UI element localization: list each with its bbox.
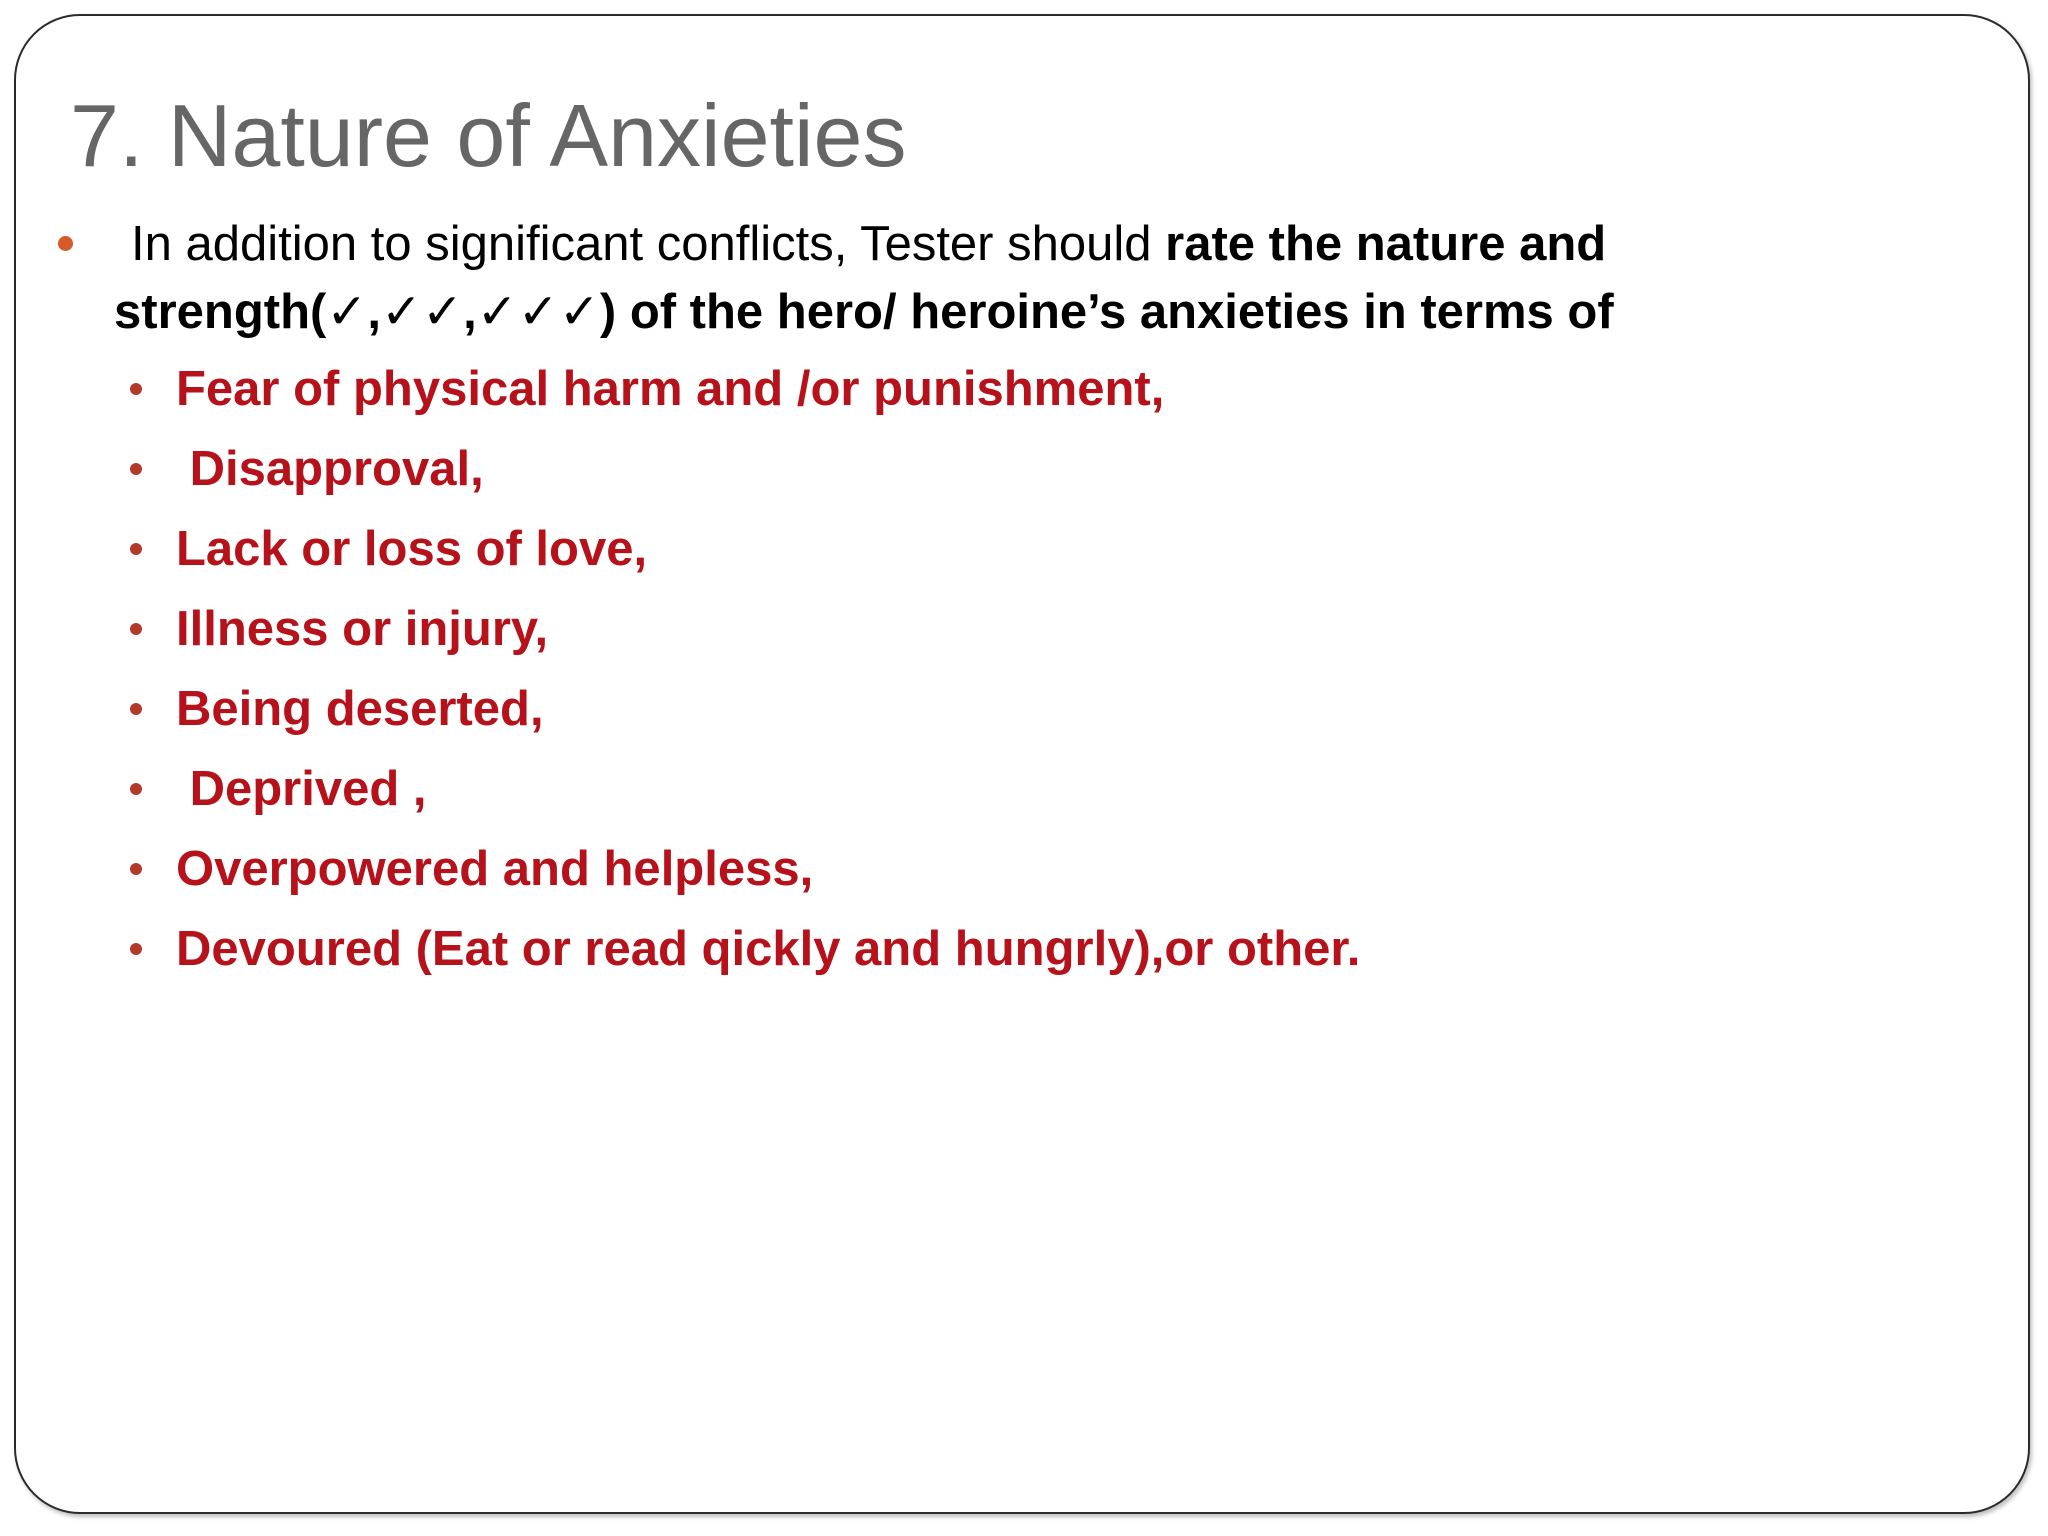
list-item xyxy=(130,749,1360,829)
list-item-text: Illness or injury, xyxy=(176,602,549,656)
bullet-icon xyxy=(130,623,142,635)
list-item-text: Deprived , xyxy=(176,762,427,816)
list-item-text: Fear of physical harm and /or punishment, xyxy=(176,362,1165,416)
bullet-icon xyxy=(130,383,142,395)
intro-emphasis: rate the nature and strength(✓,✓✓,✓✓✓) of the hero/ heroine’s anxieties in terms of xyxy=(114,217,1614,339)
list-item-text: Being deserted, xyxy=(176,682,544,736)
bullet-icon xyxy=(130,703,142,715)
list-item xyxy=(130,669,1360,749)
slide-title: 7. Nature of Anxieties xyxy=(70,86,907,185)
intro-lead: In addition to significant conflicts, Tester should xyxy=(131,217,1166,271)
bullet-icon xyxy=(130,543,142,555)
list-item xyxy=(130,589,1360,669)
list-item xyxy=(130,429,1360,509)
list-item-text: Devoured (Eat or read qickly and hungrly),or other. xyxy=(176,922,1361,976)
bullet-icon xyxy=(130,863,142,875)
list-item xyxy=(130,909,1360,989)
list-item xyxy=(130,829,1360,909)
list-item-text: Lack or loss of love, xyxy=(176,522,648,576)
intro-paragraph xyxy=(58,210,1958,346)
list-item xyxy=(130,349,1360,429)
list-item-text: Disapproval, xyxy=(176,442,484,496)
anxiety-list xyxy=(130,349,1360,989)
intro-text xyxy=(114,210,1958,346)
bullet-icon xyxy=(130,783,142,795)
bullet-icon xyxy=(130,463,142,475)
list-item xyxy=(130,509,1360,589)
intro-bullet-icon xyxy=(58,236,73,251)
bullet-icon xyxy=(130,943,142,955)
list-item-text: Overpowered and helpless, xyxy=(176,842,814,896)
